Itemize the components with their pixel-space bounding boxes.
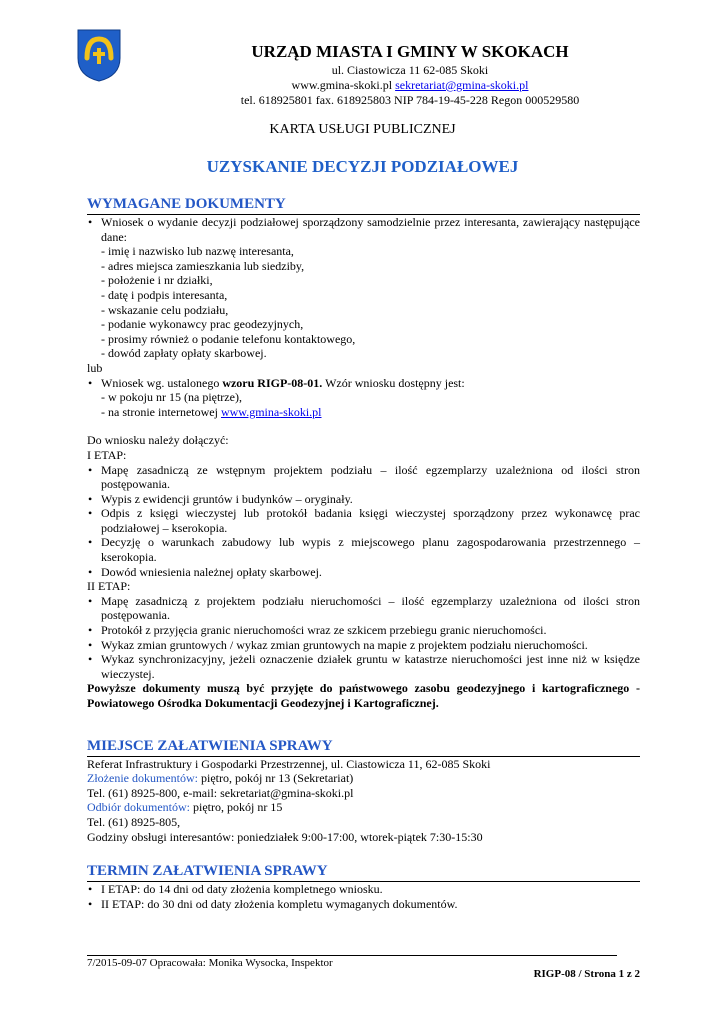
list-item: • Mapę zasadniczą z projektem podziału nieruchomości – ilość egzemplarzy uzależniona od ilości stron postępowania. [87, 594, 640, 623]
list-item: - dowód zapłaty opłaty skarbowej. [101, 346, 267, 361]
footer-author: 7/2015-09-07 Opracowała: Monika Wysocka, Inspektor [87, 957, 333, 969]
term-heading: TERMIN ZAŁATWIENIA SPRAWY [87, 862, 640, 882]
office-address: ul. Ciastowicza 11 62-085 Skoki [331, 63, 489, 77]
phone-email-line: Tel. (61) 8925-800, e-mail: sekretariat@gmina-skoki.pl [87, 785, 354, 800]
list-item: • Wniosek o wydanie decyzji podziałowej sporządzony samodzielnie przez interesanta, zawierający następujące dane: [87, 215, 640, 244]
list-item: • Dowód wniesienia należnej opłaty skarbowej. [87, 565, 640, 580]
main-title: UZYSKANIE DECYZJI PODZIAŁOWEJ [206, 157, 519, 176]
list-item: - wskazanie celu podziału, [101, 302, 229, 317]
list-item: • Wypis z ewidencji gruntów i budynków – oryginały. [87, 492, 640, 507]
office-header [140, 42, 680, 108]
office-email-link[interactable]: sekretariat@gmina-skoki.pl [395, 78, 529, 92]
department-line: Referat Infrastruktury i Gospodarki Przestrzennej, ul. Ciastowicza 11, 62-085 Skoki [87, 756, 491, 771]
list-item: • Wniosek wg. ustalonego wzoru RIGP-08-01. Wzór wniosku dostępny jest: [87, 376, 640, 391]
list-item: - na stronie internetowej www.gmina-skoki.pl [101, 404, 322, 419]
office-title: URZĄD MIASTA I GMINY W SKOKACH [251, 42, 569, 61]
list-item: • Wykaz synchronizacyjny, jeżeli oznaczenie działek gruntu w katastrze nieruchomości jest inne niż w księdze wieczystej. [87, 652, 640, 681]
list-item: - imię i nazwisko lub nazwę interesanta, [101, 244, 294, 259]
office-website: www.gmina-skoki.pl [291, 78, 393, 92]
stage1-label: I ETAP: [87, 447, 127, 462]
submission-label: Złożenie dokumentów: [87, 771, 198, 786]
pickup-label: Odbiór dokumentów: [87, 800, 190, 815]
office-phones: tel. 618925801 fax. 618925803 NIP 784-19-45-228 Regon 000529580 [240, 93, 580, 107]
list-item: • Wykaz zmian gruntowych / wykaz zmian gruntowych na mapie z projektem podziału nieruchomości. [87, 638, 640, 653]
place-heading: MIEJSCE ZAŁATWIENIA SPRAWY [87, 737, 640, 757]
form-code: wzoru RIGP-08-01. [222, 375, 323, 390]
required-documents-heading: WYMAGANE DOKUMENTY [87, 195, 640, 215]
list-item: - położenie i nr działki, [101, 273, 213, 288]
list-item: - adres miejsca zamieszkania lub siedziby, [101, 258, 305, 273]
list-item: - podanie wykonawcy prac geodezyjnych, [101, 317, 304, 332]
list-item: • Mapę zasadniczą ze wstępnym projektem podziału – ilość egzemplarzy uzależniona od ilości stron postępowania. [87, 463, 640, 492]
document-body [87, 195, 640, 911]
page-number: RIGP-08 / Strona 1 z 2 [533, 968, 640, 980]
list-item: • Odpis z księgi wieczystej lub protokół badania księgi wieczystej sporządzony przez wykonawcę prac podziałowej – kserokopia. [87, 506, 640, 535]
card-label: KARTA USŁUGI PUBLICZNEJ [269, 122, 456, 137]
list-item: • II ETAP: do 30 dni od daty złożenia kompletu wymaganych dokumentów. [87, 897, 640, 912]
list-item: • I ETAP: do 14 dni od daty złożenia kompletnego wniosku. [87, 882, 640, 897]
form-locations [87, 390, 640, 419]
submission-note: Powyższe dokumenty muszą być przyjęte do państwowego zasobu geodezyjnego i kartograficznego - Powiatowego Ośrodka Dokumentacji Geodezyjnej i Kartograficznej. [87, 681, 640, 710]
footer-divider [87, 955, 617, 956]
pickup-line: Odbiór dokumentów: piętro, pokój nr 15 [87, 800, 283, 815]
list-item: • Decyzję o warunkach zabudowy lub wypis z miejscowego planu zagospodarowania przestrzennego – kserokopia. [87, 535, 640, 564]
office-contact-line [140, 78, 680, 93]
list-item: - w pokoju nr 15 (na piętrze), [101, 390, 242, 405]
list-item: • Protokół z przyjęcia granic nieruchomości wraz ze szkicem przebiegu granic nieruchomości. [87, 623, 640, 638]
office-hours: Godziny obsługi interesantów: poniedziałek 9:00-17:00, wtorek-piątek 7:30-15:30 [87, 829, 483, 844]
coat-of-arms-icon [76, 28, 122, 82]
stage2-label: II ETAP: [87, 579, 131, 594]
request-data-list [87, 244, 640, 361]
list-item: - prosimy również o podanie telefonu kontaktowego, [101, 331, 356, 346]
list-item: - datę i podpis interesanta, [101, 287, 228, 302]
phone-line: Tel. (61) 8925-805, [87, 814, 181, 829]
attachments-intro: Do wniosku należy dołączyć: [87, 433, 229, 448]
or-label: lub [87, 360, 103, 375]
submission-line: Złożenie dokumentów: piętro, pokój nr 13 (Sekretariat) [87, 771, 354, 786]
website-link[interactable]: www.gmina-skoki.pl [220, 404, 322, 419]
